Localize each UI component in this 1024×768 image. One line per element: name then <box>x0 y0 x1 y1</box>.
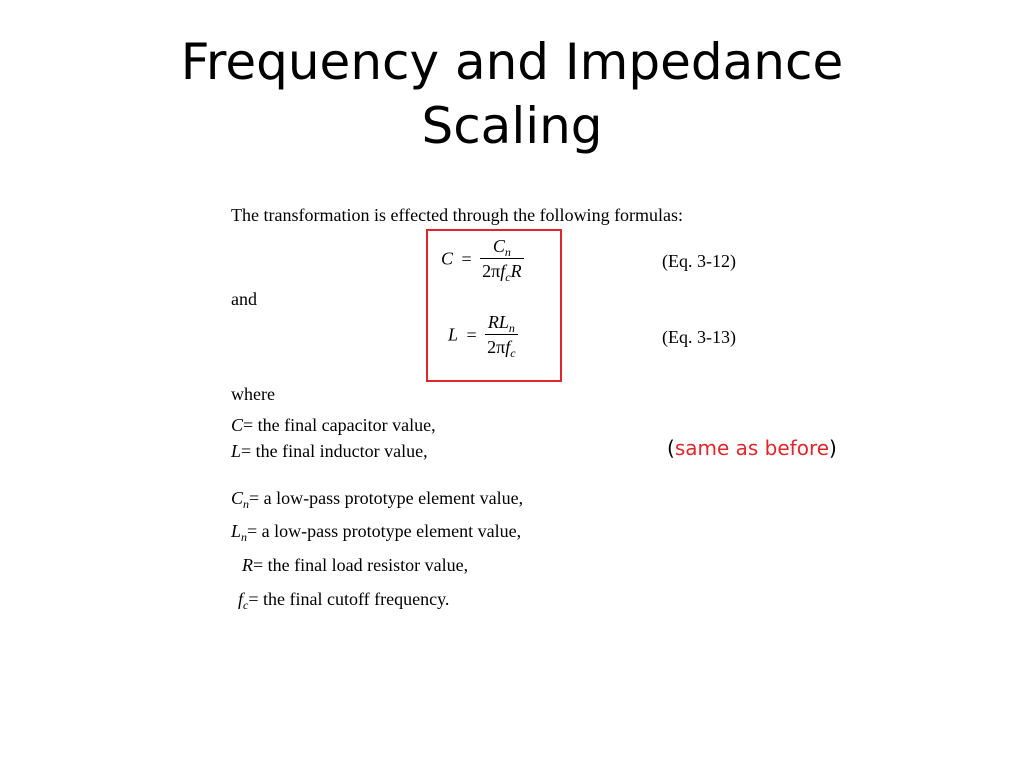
eq1-den-sub: c <box>505 270 511 284</box>
def-text: = the final load resistor value, <box>253 555 469 575</box>
eq1-num-var: C <box>492 236 505 256</box>
same-as-before-note <box>667 436 837 460</box>
slide-title <box>0 30 1024 158</box>
eq1-den-prefix: 2π <box>482 261 501 281</box>
and-label: and <box>231 289 257 309</box>
intro-text: The transformation is effected through the following formulas: <box>231 205 684 225</box>
eq2-num-var: RL <box>487 312 509 332</box>
eq1-num-sub: n <box>504 245 511 259</box>
eq2-fraction <box>485 312 517 358</box>
eq2-den-prefix: 2π <box>487 337 506 357</box>
eq1-lhs: C <box>441 248 454 269</box>
definition-item <box>231 488 523 509</box>
eq2-lhs: L <box>448 324 459 345</box>
def-symbol: L <box>231 521 242 541</box>
equation-3-12 <box>441 236 524 282</box>
definition-item <box>231 441 428 462</box>
eq2-equals: = <box>466 324 477 345</box>
note-open-paren: ( <box>667 436 675 460</box>
where-label: where <box>231 384 275 404</box>
def-subscript: n <box>241 530 248 544</box>
def-text: = the final inductor value, <box>241 441 428 461</box>
equation-3-13 <box>448 312 518 358</box>
def-symbol: C <box>231 415 244 435</box>
def-subscript: c <box>243 598 249 612</box>
eq1-equals: = <box>461 248 472 269</box>
eq1-fraction <box>480 236 523 282</box>
eq2-num-sub: n <box>508 321 515 335</box>
def-text: = a low-pass prototype element value, <box>249 488 524 508</box>
eq1-reference: (Eq. 3-12) <box>662 251 736 271</box>
def-text: = a low-pass prototype element value, <box>247 521 522 541</box>
def-subscript: n <box>243 497 250 511</box>
eq1-den-var: f <box>500 261 506 281</box>
title-line-1: Frequency and Impedance <box>180 33 844 91</box>
note-close-paren: ) <box>829 436 837 460</box>
definition-item <box>231 415 436 436</box>
def-text: = the final cutoff frequency. <box>248 589 450 609</box>
def-text: = the final capacitor value, <box>243 415 436 435</box>
def-symbol: L <box>231 441 242 461</box>
definition-item <box>238 589 449 610</box>
eq1-den-suffix: R <box>510 261 522 281</box>
eq2-den-sub: c <box>510 346 516 360</box>
def-symbol: C <box>231 488 244 508</box>
definition-item <box>231 521 521 542</box>
def-symbol: f <box>238 589 244 609</box>
def-symbol: R <box>242 555 253 575</box>
eq2-den-var: f <box>505 337 511 357</box>
eq2-reference: (Eq. 3-13) <box>662 327 736 347</box>
definition-item <box>242 555 468 576</box>
title-line-2: Scaling <box>421 97 603 155</box>
note-text: same as before <box>674 436 830 460</box>
